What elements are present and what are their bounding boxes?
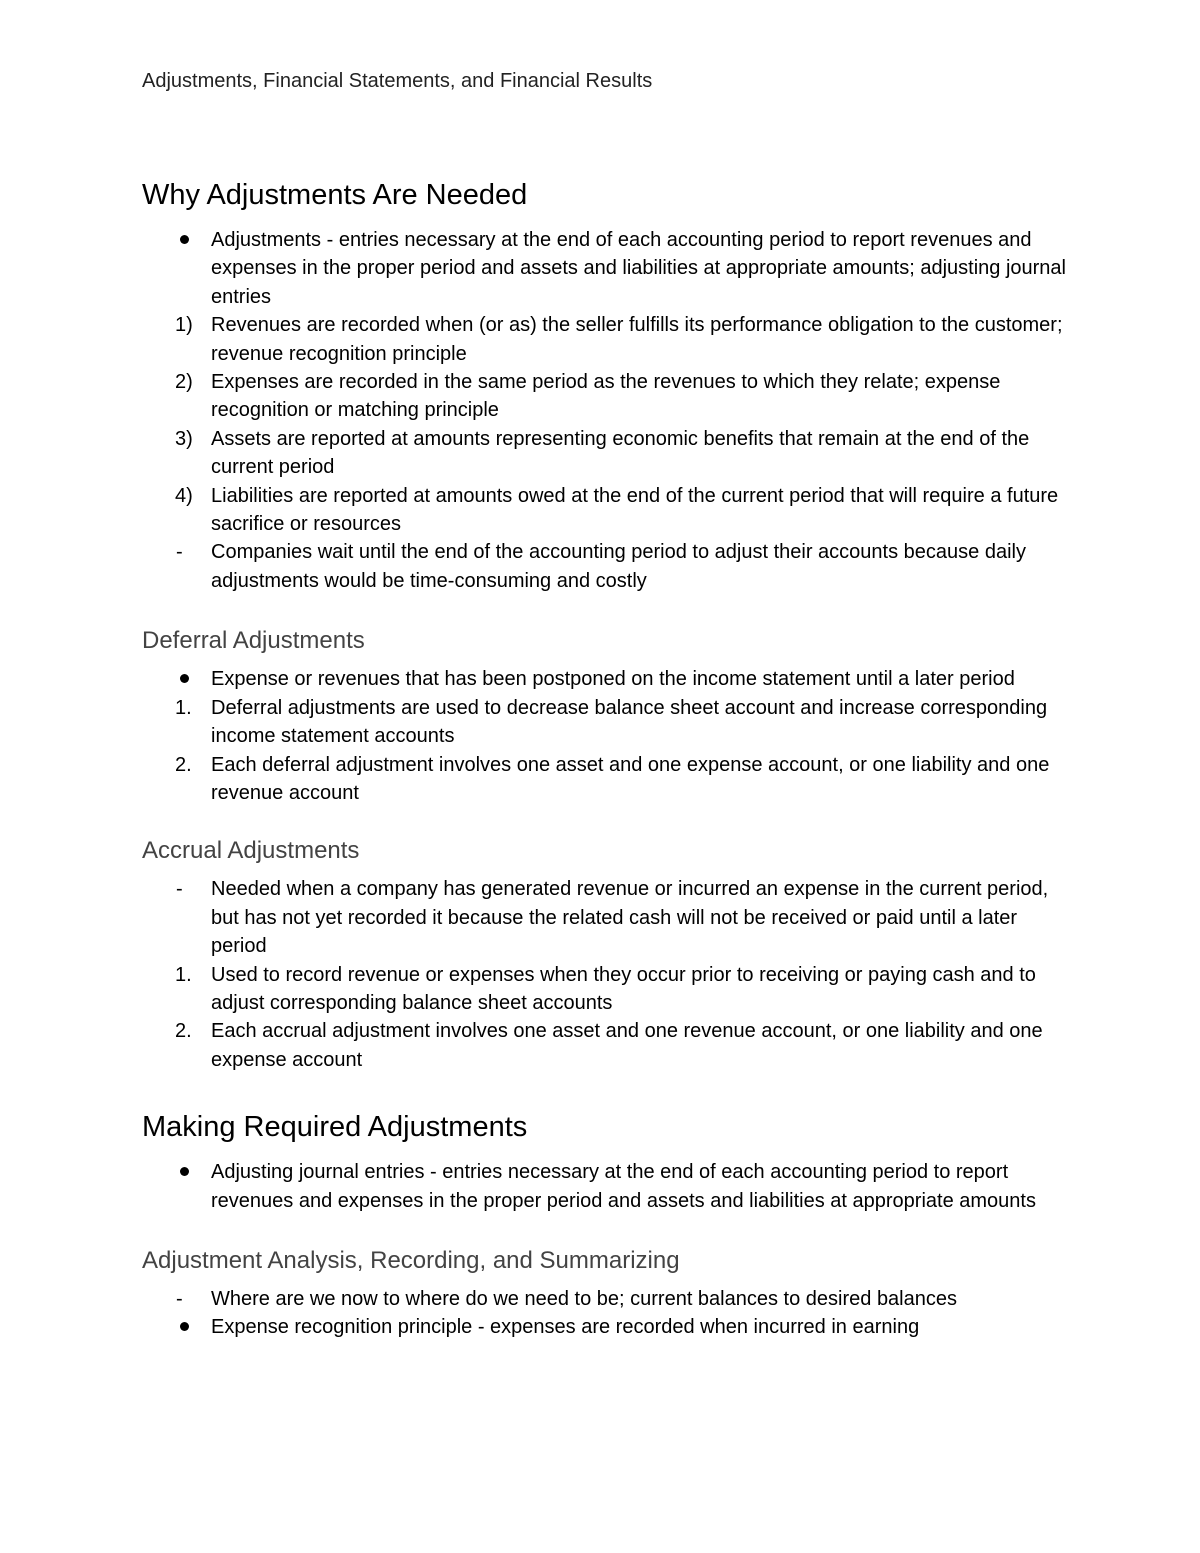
number-marker: 2)	[175, 371, 193, 394]
list-item-text: Expense or revenues that has been postponed on the income statement until a later period	[211, 668, 1015, 691]
bullet-marker	[180, 226, 190, 254]
list-item-text: Needed when a company has generated revenue or incurred an expense in the current period, but has not yet recorded it because the related cash will not be received or paid until a later period	[211, 878, 1049, 958]
document-body	[142, 176, 1072, 1342]
section-heading-deferral-adjustments: Deferral Adjustments	[142, 627, 365, 655]
dash-marker: -	[176, 878, 183, 901]
section-list-adjustment-analysis	[142, 1285, 1072, 1342]
list-item-text: Where are we now to where do we need to be; current balances to desired balances	[211, 1287, 957, 1310]
number-marker: 3)	[175, 427, 193, 450]
section-heading-why-adjustments: Why Adjustments Are Needed	[142, 179, 528, 211]
number-marker: 1.	[175, 963, 192, 986]
list-item	[142, 425, 1072, 482]
list-item	[142, 751, 1072, 808]
list-item	[142, 1285, 1072, 1313]
list-item-text: Adjustments - entries necessary at the end of each accounting period to report revenues and expenses in the proper period and assets and liabilities at appropriate amounts; adjusting journal entries	[211, 229, 1066, 308]
list-item-text: Deferral adjustments are used to decrease balance sheet account and increase corresponding income statement accounts	[211, 696, 1048, 748]
list-item-text: Each accrual adjustment involves one asset and one revenue account, or one liability and one expense account	[211, 1020, 1043, 1071]
bullet-marker	[180, 1313, 190, 1341]
list-item-text: Revenues are recorded when (or as) the seller fulfills its performance obligation to the customer; revenue recognition principle	[211, 314, 1063, 365]
section-heading-accrual-adjustments: Accrual Adjustments	[142, 837, 360, 865]
list-item-text: Each deferral adjustment involves one asset and one expense account, or one liability and one revenue account	[211, 753, 1050, 804]
bullet-marker	[180, 665, 190, 693]
list-item-text: Expenses are recorded in the same period as the revenues to which they relate; expense recognition or matching principle	[211, 371, 1001, 422]
list-item	[142, 538, 1072, 595]
list-item-text: Companies wait until the end of the accounting period to adjust their accounts because daily adjustments would be time-consuming and costly	[211, 541, 1026, 592]
number-marker: 1)	[175, 314, 193, 337]
list-item-text: Adjusting journal entries - entries necessary at the end of each accounting period to report revenues and expenses in the proper period and assets and liabilities at appropriate amounts	[211, 1161, 1036, 1212]
number-marker: 2.	[175, 753, 192, 776]
list-item	[142, 1017, 1072, 1074]
number-marker: 1.	[175, 696, 192, 719]
section-heading-adjustment-analysis: Adjustment Analysis, Recording, and Summarizing	[142, 1246, 680, 1274]
list-item	[142, 311, 1072, 368]
list-item-text: Used to record revenue or expenses when they occur prior to receiving or paying cash and to adjust corresponding balance sheet accounts	[211, 963, 1036, 1014]
section-list-deferral-adjustments	[142, 665, 1072, 807]
dash-marker: -	[176, 541, 183, 564]
section-list-making-required-adjustments	[142, 1158, 1072, 1215]
number-marker: 4)	[175, 484, 193, 507]
list-item	[142, 1313, 1072, 1341]
bullet-marker	[180, 1158, 190, 1186]
section-list-accrual-adjustments	[142, 875, 1072, 1074]
list-item-text: Expense recognition principle - expenses are recorded when incurred in earning	[211, 1316, 920, 1339]
list-item	[142, 665, 1072, 693]
list-item-text: Liabilities are reported at amounts owed at the end of the current period that will require a future sacrifice or resources	[211, 484, 1059, 536]
list-item-text: Assets are reported at amounts representing economic benefits that remain at the end of the current period	[211, 427, 1030, 479]
list-item	[142, 368, 1072, 425]
section-heading-making-required-adjustments: Making Required Adjustments	[142, 1111, 528, 1144]
list-item	[142, 226, 1072, 311]
list-item	[142, 961, 1072, 1018]
list-item	[142, 694, 1072, 751]
number-marker: 2.	[175, 1020, 192, 1043]
dash-marker: -	[176, 1287, 183, 1310]
list-item	[142, 1158, 1072, 1215]
list-item	[142, 482, 1072, 539]
section-list-why-adjustments	[142, 226, 1072, 595]
document-header: Adjustments, Financial Statements, and Financial Results	[142, 70, 653, 92]
list-item	[142, 875, 1072, 960]
